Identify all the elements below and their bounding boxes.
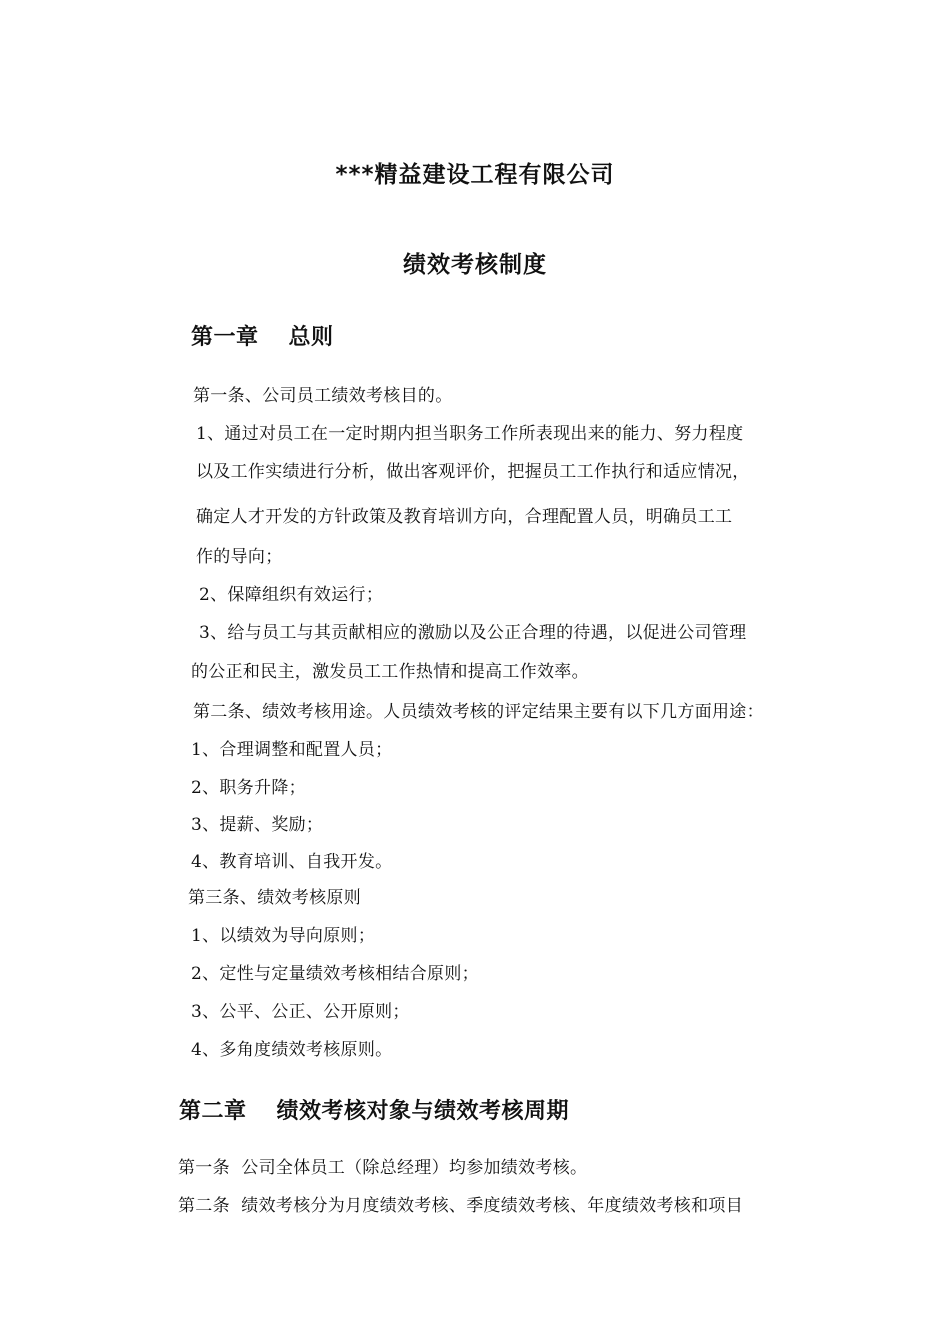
- article-1-heading: 第一条、公司员工绩效考核目的。: [193, 386, 453, 406]
- article-1-item-1-line-4: 作的导向；: [196, 547, 283, 567]
- article-3-item-1: 1、以绩效为导向原则；: [191, 926, 376, 946]
- article-1-item-3-line-1: 3、给与员工与其贡献相应的激励以及公正合理的待遇，以促进公司管理: [199, 623, 747, 643]
- document-title: 绩效考核制度: [403, 252, 547, 278]
- article-2-item-2: 2、职务升降；: [191, 778, 306, 798]
- chapter-1-heading: [191, 320, 334, 351]
- article-1-item-1-line-1: 1、通过对员工在一定时期内担当职务工作所表现出来的能力、努力程度: [196, 424, 744, 444]
- chapter-1-title: 总则: [288, 325, 334, 350]
- article-3-item-2: 2、定性与定量绩效考核相结合原则；: [191, 964, 479, 984]
- chapter-2-article-1: 第一条 公司全体员工（除总经理）均参加绩效考核。: [178, 1158, 588, 1178]
- article-1-item-1-line-3: 确定人才开发的方针政策及教育培训方向，合理配置人员，明确员工工: [196, 507, 733, 527]
- article-3-heading: 第三条、绩效考核原则: [188, 888, 361, 908]
- company-title: ***精益建设工程有限公司: [335, 162, 615, 188]
- article-1-item-3-line-2: 的公正和民主，激发员工工作热情和提高工作效率。: [191, 662, 589, 682]
- article-3-item-3: 3、公平、公正、公开原则；: [191, 1002, 410, 1022]
- chapter-2-number: 第二章: [179, 1099, 247, 1124]
- chapter-1-number: 第一章: [191, 325, 259, 350]
- article-2-item-4: 4、教育培训、自我开发。: [191, 852, 393, 872]
- article-2-item-3: 3、提薪、奖励；: [191, 815, 324, 835]
- article-2-heading: 第二条、绩效考核用途。人员绩效考核的评定结果主要有以下几方面用途：: [193, 702, 764, 722]
- chapter-2-heading: [179, 1094, 569, 1125]
- article-3-item-4: 4、多角度绩效考核原则。: [191, 1040, 393, 1060]
- article-1-item-1-line-2: 以及工作实绩进行分析，做出客观评价，把握员工工作执行和适应情况，: [196, 462, 750, 482]
- article-1-item-2: 2、保障组织有效运行；: [199, 585, 384, 605]
- article-2-item-1: 1、合理调整和配置人员；: [191, 740, 393, 760]
- chapter-2-article-2: 第二条 绩效考核分为月度绩效考核、季度绩效考核、年度绩效考核和项目: [178, 1196, 744, 1216]
- chapter-2-title: 绩效考核对象与绩效考核周期: [276, 1099, 570, 1124]
